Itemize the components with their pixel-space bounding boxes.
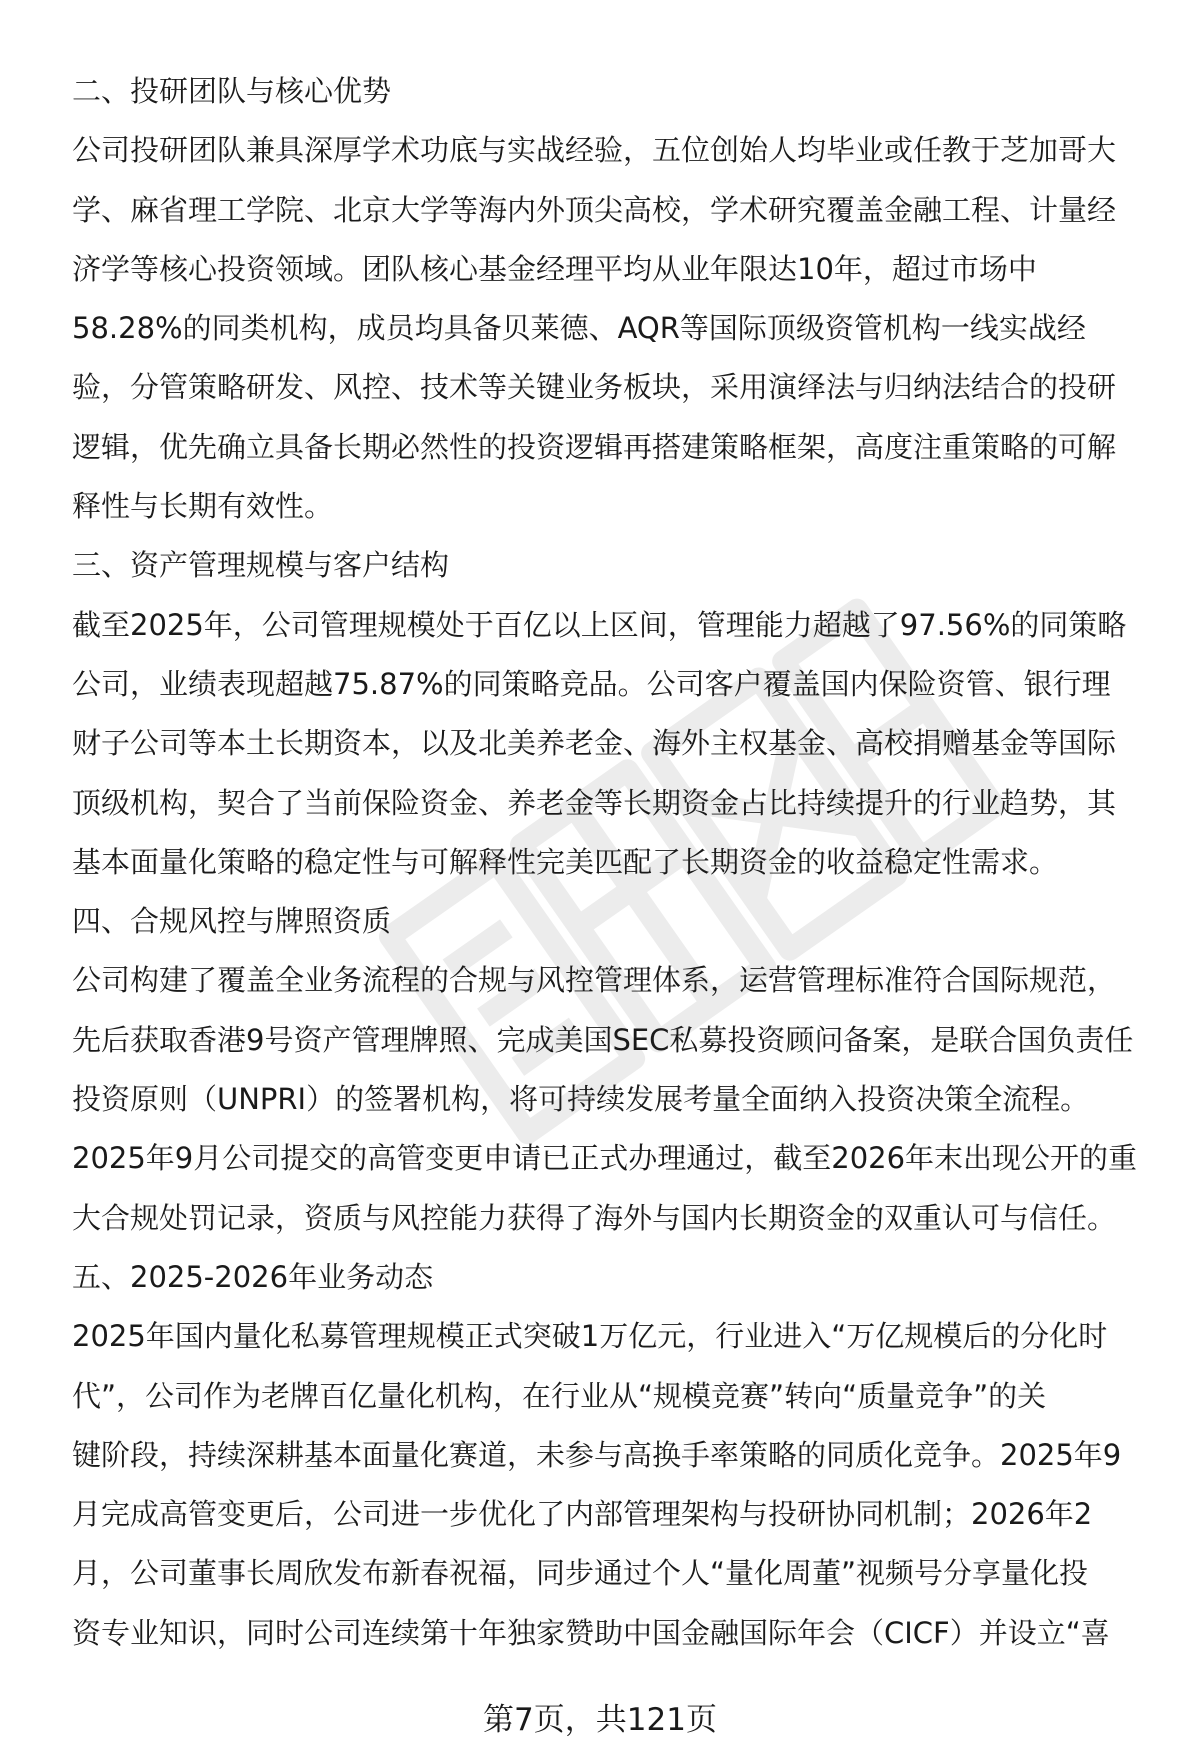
paragraph-line: 逻辑，优先确立具备长期必然性的投资逻辑再搭建策略框架，高度注重策略的可解 <box>72 429 1117 464</box>
section-heading-3: 三、资产管理规模与客户结构 <box>72 548 450 583</box>
paragraph-line: 先后获取香港9号资产管理牌照、完成美国SEC私募投资顾问备案，是联合国负责任 <box>72 1022 1134 1057</box>
paragraph-line: 顶级机构，契合了当前保险资金、养老金等长期资金占比持续提升的行业趋势，其 <box>72 785 1117 820</box>
paragraph-line: 代”，公司作为老牌百亿量化机构，在行业从“规模竞赛”转向“质量竞争”的关 <box>72 1378 1047 1413</box>
paragraph-line: 公司投研团队兼具深厚学术功底与实战经验，五位创始人均毕业或任教于芝加哥大 <box>72 133 1117 168</box>
section-heading-4: 四、合规风控与牌照资质 <box>72 904 392 939</box>
paragraph-line: 月完成高管变更后，公司进一步优化了内部管理架构与投研协同机制；2026年2 <box>72 1497 1093 1532</box>
paragraph-line: 学、麻省理工学院、北京大学等海内外顶尖高校，学术研究覆盖金融工程、计量经 <box>72 192 1117 227</box>
paragraph-line: 大合规处罚记录，资质与风控能力获得了海外与国内长期资金的双重认可与信任。 <box>72 1200 1117 1235</box>
paragraph-line: 2025年9月公司提交的高管变更申请已正式办理通过，截至2026年末出现公开的重 <box>72 1141 1138 1176</box>
paragraph-line: 资专业知识，同时公司连续第十年独家赞助中国金融国际年会（CICF）并设立“喜 <box>72 1615 1110 1650</box>
paragraph-line: 释性与长期有效性。 <box>72 489 334 524</box>
paragraph-line: 济学等核心投资领域。团队核心基金经理平均从业年限达10年，超过市场中 <box>72 251 1037 286</box>
paragraph-line: 2025年国内量化私募管理规模正式突破1万亿元，行业进入“万亿规模后的分化时 <box>72 1319 1108 1354</box>
page-number-footer: 第7页，共121页 <box>483 1702 717 1738</box>
document-body <box>72 62 1162 1663</box>
paragraph-line: 月，公司董事长周欣发布新春祝福，同步通过个人“量化周董”视频号分享量化投 <box>72 1556 1089 1591</box>
paragraph-line: 基本面量化策略的稳定性与可解释性完美匹配了长期资金的收益稳定性需求。 <box>72 844 1059 879</box>
paragraph-line: 截至2025年，公司管理规模处于百亿以上区间，管理能力超越了97.56%的同策略 <box>72 607 1127 642</box>
paragraph-line: 58.28%的同类机构，成员均具备贝莱德、AQR等国际顶级资管机构一线实战经 <box>72 311 1086 346</box>
paragraph-line: 键阶段，持续深耕基本面量化赛道，未参与高换手率策略的同质化竞争。2025年9 <box>72 1437 1122 1472</box>
paragraph-line: 财子公司等本土长期资本，以及北美养老金、海外主权基金、高校捐赠基金等国际 <box>72 726 1117 761</box>
paragraph-line: 验，分管策略研发、风控、技术等关键业务板块，采用演绎法与归纳法结合的投研 <box>72 370 1117 405</box>
section-heading-5: 五、2025-2026年业务动态 <box>72 1259 434 1294</box>
paragraph-line: 公司，业绩表现超越75.87%的同策略竞品。公司客户覆盖国内保险资管、银行理 <box>72 666 1111 701</box>
paragraph-line: 公司构建了覆盖全业务流程的合规与风控管理体系，运营管理标准符合国际规范， <box>72 963 1117 998</box>
paragraph-line: 投资原则（UNPRI）的签署机构，将可持续发展考量全面纳入投资决策全流程。 <box>72 1082 1090 1117</box>
section-heading-2: 二、投研团队与核心优势 <box>72 74 392 108</box>
